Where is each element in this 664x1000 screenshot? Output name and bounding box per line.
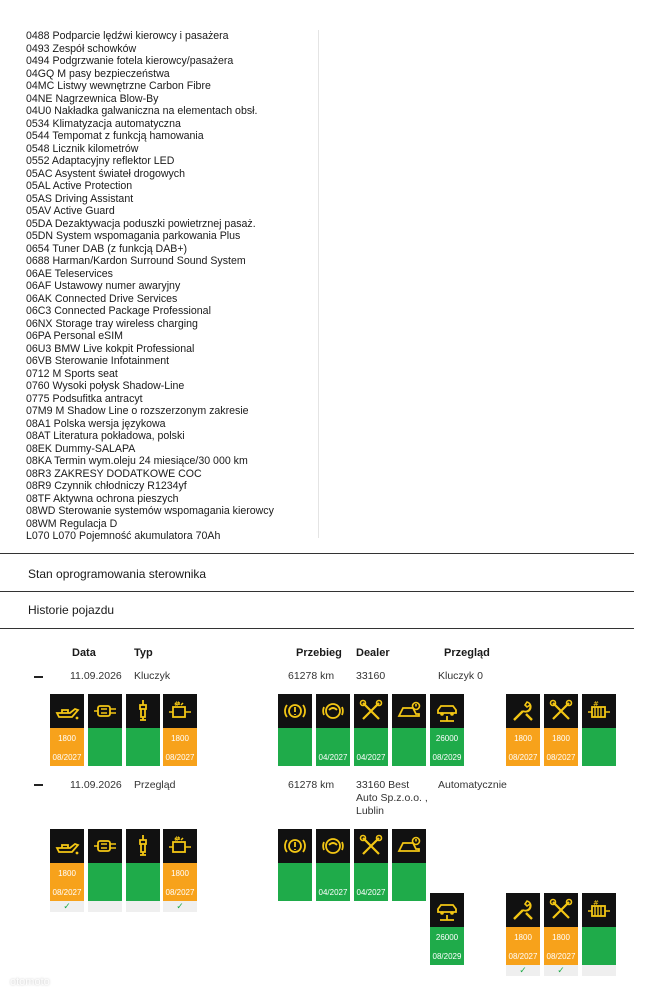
service-tile-icon-box (278, 829, 312, 863)
service-tile-status (126, 728, 160, 766)
check-icon: ✓ (50, 901, 84, 912)
equipment-item: 05AV Active Guard (26, 205, 115, 217)
spark-plug-icon (130, 698, 156, 724)
column-header-dealer: Dealer (356, 647, 390, 659)
dealer-line: Lublin (356, 805, 385, 817)
equipment-item: 08R9 Czynnik chłodniczy R1234yf (26, 480, 187, 492)
equipment-item: 06AK Connected Drive Services (26, 292, 178, 305)
service-tile[interactable] (506, 694, 540, 766)
brake-front-icon (282, 698, 308, 724)
svg-text:#: # (174, 700, 180, 708)
column-header-review: Przegląd (444, 647, 490, 659)
equipment-item: 04NE Nagrzewnica Blow-By (26, 92, 159, 105)
equipment-item: 04U0 Nakładka galwaniczna na elementach obsł. (26, 105, 258, 117)
column-divider (318, 30, 319, 538)
equipment-item: 06PA Personal eSIM (26, 330, 123, 342)
history-row-review: Automatycznie (438, 779, 507, 791)
service-tile[interactable] (316, 694, 350, 766)
service-tile[interactable] (544, 893, 578, 975)
service-tile-icon-box (582, 694, 616, 728)
service-tile-status (278, 863, 312, 901)
equipment-item: 06C3 Connected Package Professional (26, 305, 211, 317)
service-tile-status (88, 728, 122, 766)
history-row-mileage: 61278 km (288, 670, 335, 682)
equipment-list (26, 30, 316, 543)
equipment-item: 04GQ M pasy bezpieczeństwa (26, 67, 170, 80)
equipment-item: 06U3 BMW Live kokpit Professional (26, 342, 195, 355)
history-row-dealer (356, 670, 385, 683)
service-tile-date: 08/2027 (165, 753, 195, 762)
service-tile[interactable] (50, 694, 84, 766)
service-tile-date: 08/2029 (432, 952, 462, 961)
service-tile[interactable] (354, 694, 388, 766)
car-lift-icon (434, 698, 460, 724)
equipment-item: 0760 Wysoki połysk Shadow-Line (26, 380, 185, 392)
service-tile-icon-box (544, 694, 578, 728)
equipment-item: 07M9 M Shadow Line o rozszerzonym zakresie (26, 405, 249, 417)
history-row-dealer (356, 779, 428, 818)
service-tile-status (582, 927, 616, 965)
service-tile-date: 08/2027 (508, 753, 538, 762)
service-tile[interactable] (126, 829, 160, 901)
service-tile-date: 08/2027 (165, 888, 195, 897)
service-tile[interactable] (506, 893, 540, 975)
service-tile-date: 08/2027 (546, 753, 576, 762)
equipment-item: 05AC Asystent świateł drogowych (26, 167, 185, 180)
service-tile-value: 1800 (514, 734, 532, 743)
service-tile-status (50, 728, 84, 766)
check-icon (88, 901, 122, 912)
service-tile-value: 1800 (552, 734, 570, 743)
tools-icon (358, 833, 384, 859)
service-tile-icon-box (163, 694, 197, 728)
collapse-row-icon[interactable] (34, 784, 43, 786)
service-tile-status (163, 863, 197, 901)
service-tile-value: 1800 (171, 869, 189, 878)
fuel-filter-icon (92, 698, 118, 724)
service-tile-icon-box (278, 694, 312, 728)
history-row-date: 11.09.2026 (70, 779, 122, 791)
service-tile-date: 08/2027 (546, 952, 576, 961)
svg-text:#: # (593, 700, 599, 708)
software-section-header[interactable]: Stan oprogramowania sterownika (28, 567, 207, 581)
service-tile-value: 1800 (552, 933, 570, 942)
service-tile-status (392, 863, 426, 901)
equipment-item: 0654 Tuner DAB (z funkcją DAB+) (26, 242, 188, 255)
watermark: otomoto (10, 976, 50, 988)
equipment-item: 04MC Listwy wewnętrzne Carbon Fibre (26, 80, 211, 92)
service-tile-icon-box (316, 829, 350, 863)
service-tile-icon-box (506, 893, 540, 927)
service-tile[interactable] (163, 694, 197, 766)
service-tile-icon-box (506, 694, 540, 728)
service-tile-status (506, 728, 540, 766)
service-tile-value: 26000 (435, 734, 459, 743)
tools-icon (548, 698, 574, 724)
service-tile-icon-box (126, 694, 160, 728)
equipment-item: 08AT Literatura pokładowa, polski (26, 430, 185, 442)
history-row-review: Kluczyk 0 (438, 670, 483, 682)
service-tile[interactable] (316, 829, 350, 901)
history-row-type: Przegląd (134, 779, 176, 791)
check-icon: ✓ (506, 965, 540, 976)
history-section-header[interactable]: Historie pojazdu (28, 603, 115, 617)
equipment-item: 05AL Active Protection (26, 180, 133, 192)
equipment-item: 0712 M Sports seat (26, 367, 118, 380)
check-icon: ✓ (544, 965, 578, 976)
service-tile-value: 1800 (58, 734, 76, 743)
service-tile[interactable] (392, 829, 426, 901)
service-tile-icon-box (50, 694, 84, 728)
particle-filter-icon (167, 833, 193, 859)
check-icon (582, 965, 616, 976)
equipment-item: 0552 Adaptacyjny reflektor LED (26, 155, 175, 167)
equipment-item: 0688 Harman/Kardon Surround Sound System (26, 255, 246, 267)
equipment-item: 05DA Dezaktywacja poduszki powietrznej pasaż. (26, 217, 256, 230)
check-icon (126, 901, 160, 912)
equipment-item: 05DN System wspomagania parkowania Plus (26, 230, 241, 242)
service-tile[interactable] (278, 694, 312, 766)
service-tile[interactable] (544, 694, 578, 766)
service-tile[interactable] (278, 829, 312, 901)
service-tile[interactable] (354, 829, 388, 901)
service-tile-icon-box (126, 829, 160, 863)
dealer-line: Auto Sp.z.o.o. , (356, 792, 428, 804)
service-tile-status (354, 728, 388, 766)
service-tile-status (544, 728, 578, 766)
equipment-item: 0775 Podsufitka antracyt (26, 392, 143, 405)
service-tile-status (316, 728, 350, 766)
service-tile-value: 1800 (58, 869, 76, 878)
microfilter-icon (586, 897, 612, 923)
service-tile-status (544, 927, 578, 965)
wrench-icon (510, 897, 536, 923)
brake-front-icon (282, 833, 308, 859)
equipment-item: 06NX Storage tray wireless charging (26, 317, 198, 330)
equipment-item: 08A1 Polska wersja językowa (26, 417, 166, 430)
particle-filter-icon (167, 698, 193, 724)
divider (0, 628, 634, 629)
service-tile-status (582, 728, 616, 766)
divider (0, 553, 634, 554)
equipment-item: 08WD Sterowanie systemów wspomagania kierowcy (26, 505, 274, 517)
oil-can-icon (54, 833, 80, 859)
service-tile-icon-box (430, 694, 464, 728)
service-tile-value: 26000 (435, 933, 459, 942)
equipment-item: 06AE Teleservices (26, 267, 113, 280)
service-tile[interactable] (582, 893, 616, 965)
service-tile[interactable] (163, 829, 197, 911)
dealer-line: 33160 (356, 670, 386, 682)
service-tile-icon-box (544, 893, 578, 927)
service-tile-icon-box (354, 829, 388, 863)
service-tile-date: 04/2027 (356, 753, 386, 762)
service-tile[interactable] (50, 829, 84, 911)
wrench-icon (510, 698, 536, 724)
service-tile-status (392, 728, 426, 766)
history-row-type: Kluczyk (134, 670, 171, 682)
service-tile[interactable] (392, 694, 426, 766)
service-tile[interactable] (430, 893, 464, 965)
service-tile-date: 04/2027 (318, 753, 348, 762)
brake-rear-icon (396, 698, 422, 724)
divider (0, 591, 634, 592)
service-tile[interactable] (88, 694, 122, 766)
equipment-item: 0494 Podgrzwanie fotela kierowcy/pasażera (26, 55, 234, 67)
equipment-item: 08TF Aktywna ochrona pieszych (26, 492, 179, 505)
service-tile-icon-box (50, 829, 84, 863)
oil-can-icon (54, 698, 80, 724)
service-tile-icon-box (88, 694, 122, 728)
service-tile-status (126, 863, 160, 901)
svg-text:#: # (593, 899, 599, 907)
column-header-date: Data (72, 647, 96, 659)
fuel-filter-icon (92, 833, 118, 859)
equipment-item: 0488 Podparcie lędźwi kierowcy i pasażera (26, 30, 229, 42)
service-tile[interactable] (126, 694, 160, 766)
equipment-item: 08R3 ZAKRESY DODATKOWE COC (26, 467, 202, 480)
equipment-item: L070 L070 Pojemność akumulatora 70Ah (26, 530, 221, 542)
microfilter-icon (586, 698, 612, 724)
svg-text:#: # (174, 835, 180, 843)
service-tile-icon-box (316, 694, 350, 728)
service-tile-status (430, 927, 464, 965)
tools-icon (548, 897, 574, 923)
service-tile-status (354, 863, 388, 901)
service-tile-date: 08/2027 (52, 888, 82, 897)
service-tile-date: 08/2029 (432, 753, 462, 762)
equipment-item: 0493 Zespół schowków (26, 42, 137, 55)
service-tile-status (88, 863, 122, 901)
service-tile-icon-box (88, 829, 122, 863)
service-tile-status (316, 863, 350, 901)
service-tile-value: 1800 (171, 734, 189, 743)
service-tile[interactable] (88, 829, 122, 901)
service-tile-date: 04/2027 (318, 888, 348, 897)
equipment-item: 0548 Licznik kilometrów (26, 142, 139, 155)
service-tile[interactable] (430, 694, 464, 766)
equipment-item: 08WM Regulacja D (26, 517, 118, 530)
check-icon: ✓ (163, 901, 197, 912)
service-tile-status (163, 728, 197, 766)
service-tile-icon-box (430, 893, 464, 927)
spark-plug-icon (130, 833, 156, 859)
service-tile-icon-box (163, 829, 197, 863)
brake-fluid-icon (320, 698, 346, 724)
service-tile-icon-box (392, 694, 426, 728)
equipment-item: 0534 Klimatyzacja automatyczna (26, 117, 181, 130)
car-lift-icon (434, 897, 460, 923)
column-header-mileage: Przebieg (296, 647, 342, 659)
service-tile-status (430, 728, 464, 766)
dealer-line: 33160 Best (356, 779, 410, 791)
service-tile-date: 04/2027 (356, 888, 386, 897)
collapse-row-icon[interactable] (34, 676, 43, 678)
equipment-item: 06AF Ustawowy numer awaryjny (26, 280, 181, 292)
brake-rear-icon (396, 833, 422, 859)
equipment-item: 06VB Sterowanie Infotainment (26, 355, 170, 367)
service-tile-status (506, 927, 540, 965)
service-tile-icon-box (392, 829, 426, 863)
history-row-mileage: 61278 km (288, 779, 335, 791)
equipment-item: 0544 Tempomat z funkcją hamowania (26, 130, 204, 142)
service-tile-date: 08/2027 (52, 753, 82, 762)
column-header-type: Typ (134, 647, 153, 659)
service-tile-icon-box (354, 694, 388, 728)
service-tile-value: 1800 (514, 933, 532, 942)
equipment-item: 05AS Driving Assistant (26, 192, 134, 205)
equipment-item: 08EK Dummy-SALAPA (26, 442, 136, 455)
service-tile[interactable] (582, 694, 616, 766)
brake-fluid-icon (320, 833, 346, 859)
history-row-date: 11.09.2026 (70, 670, 122, 682)
service-tile-status (50, 863, 84, 901)
service-tile-icon-box (582, 893, 616, 927)
tools-icon (358, 698, 384, 724)
equipment-item: 08KA Termin wym.oleju 24 miesiące/30 000 km (26, 455, 248, 467)
service-tile-date: 08/2027 (508, 952, 538, 961)
service-tile-status (278, 728, 312, 766)
